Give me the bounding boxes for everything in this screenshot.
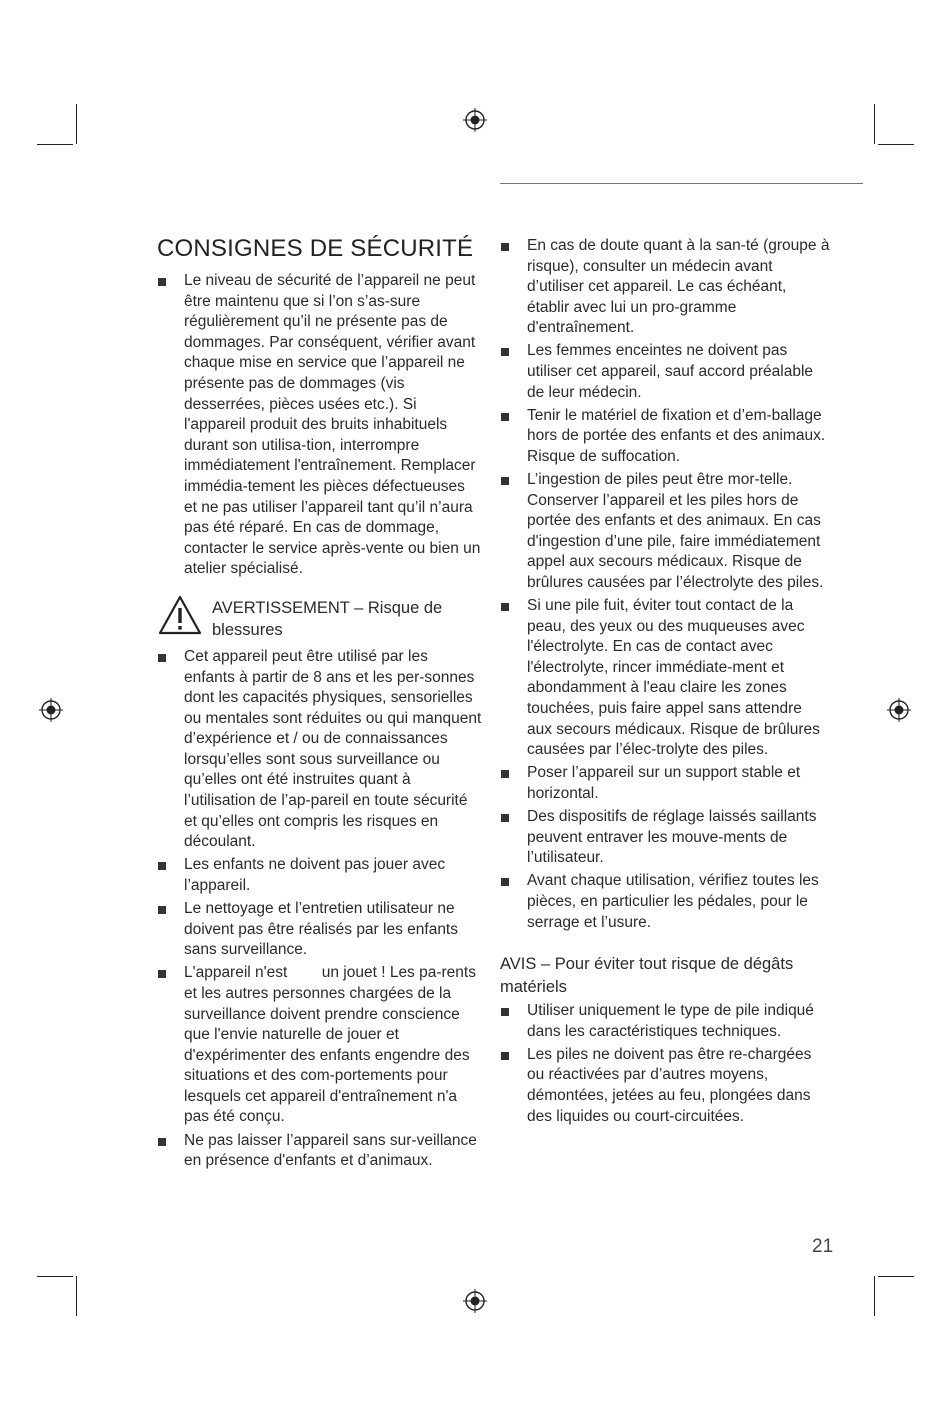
bullet-square-icon xyxy=(158,906,166,914)
bullet-square-icon xyxy=(158,278,166,286)
registration-mark-icon xyxy=(39,698,63,722)
notice-list xyxy=(500,1001,830,1127)
list-item: Utiliser uniquement le type de pile indiqué dans les caractéristiques techniques. xyxy=(500,1001,830,1042)
bullet-square-icon xyxy=(158,862,166,870)
crop-mark xyxy=(878,144,914,145)
registration-mark-icon xyxy=(463,108,487,132)
list-item: Ne pas laisser l’appareil sans sur-veillance en présence d'enfants et d’animaux. xyxy=(157,1131,482,1172)
list-item: Le niveau de sécurité de l’appareil ne peut être maintenu que si l’on s’as-sure régulièrement qu’il ne présente pas de dommages. Par conséquent, vérifier avant chaque mise en service que l’appareil ne présente pas de dommages (vis desserrées, pièces usées etc.). Si l'appareil produit des bruits inhabituels durant son utilisa-tion, interrompre immédiatement l'entraînement. Remplacer immédia-tement les pièces défectueuses et ne pas utiliser l’appareil tant qu’il n’aura pas été réparé. En cas de dommage, contacter le service après-vente ou bien un atelier spécialisé. xyxy=(157,271,482,580)
list-item: En cas de doute quant à la san-té (groupe à risque), consulter un médecin avant d’utiliser cet appareil. Le cas échéant, établir avec lui un pro-gramme d'entraînement. xyxy=(500,236,830,339)
list-item: Cet appareil peut être utilisé par les enfants à partir de 8 ans et les per-sonnes dont les capacités physiques, sensorielles ou mentales sont réduites ou qui manquent d’expérience et / ou de connaissances lorsqu’elles sont sous surveillance ou qu’elles ont été instruites quant à l’utilisation de l’ap-pareil en toute sécurité et qu’elles ont compris les risques en découlant. xyxy=(157,647,482,853)
registration-mark-icon xyxy=(887,698,911,722)
bullet-square-icon xyxy=(501,603,509,611)
list-item: Tenir le matériel de fixation et d’em-ballage hors de portée des enfants et des animaux. Risque de suffocation. xyxy=(500,406,830,468)
registration-mark-icon xyxy=(463,1289,487,1313)
warning-list xyxy=(157,647,482,1172)
list-item: Poser l’appareil sur un support stable et horizontal. xyxy=(500,763,830,804)
crop-mark xyxy=(878,1276,914,1277)
list-item: Si une pile fuit, éviter tout contact de la peau, des yeux ou des muqueuses avec l'électrolyte. En cas de contact avec l'électrolyte, rincer immédiate-ment et abondamment à l'eau claire les zones touchées, puis faire appel sans attendre aux secours médicaux. Risque de brûlures causées par l’élec-trolyte des piles. xyxy=(500,596,830,761)
safety-list xyxy=(157,271,482,580)
crop-mark xyxy=(76,1276,77,1316)
warning-triangle-icon xyxy=(157,594,203,636)
bullet-square-icon xyxy=(501,413,509,421)
crop-mark xyxy=(76,104,77,144)
list-item: Avant chaque utilisation, vérifiez toutes les pièces, en particulier les pédales, pour le serrage et l’usure. xyxy=(500,871,830,933)
crop-mark xyxy=(37,1276,73,1277)
crop-mark xyxy=(37,144,73,145)
bullet-square-icon xyxy=(501,348,509,356)
bullet-square-icon xyxy=(501,770,509,778)
bullet-square-icon xyxy=(501,878,509,886)
list-item: Les piles ne doivent pas être re-chargées ou réactivées par d’autres moyens, démontées, jetées au feu, plongées dans des liquides ou court-circuitées. xyxy=(500,1045,830,1127)
list-item: Les femmes enceintes ne doivent pas utiliser cet appareil, sauf accord préalable de leur médecin. xyxy=(500,341,830,403)
page-title: CONSIGNES DE SÉCURITÉ xyxy=(157,235,474,262)
bullet-square-icon xyxy=(501,814,509,822)
header-rule xyxy=(500,183,863,184)
notice-title: AVIS – Pour éviter tout risque de dégâts matériels xyxy=(500,955,794,997)
list-item: Les enfants ne doivent pas jouer avec l’appareil. xyxy=(157,855,482,896)
bullet-square-icon xyxy=(501,243,509,251)
page-number: 21 xyxy=(812,1236,834,1257)
list-item: L’ingestion de piles peut être mor-telle. Conserver l’appareil et les piles hors de portée des enfants et des animaux. En cas d'ingestion d’une pile, faire immédiatement appel aux secours médicaux. Risque de brûlures causées par l’électrolyte des piles. xyxy=(500,470,830,594)
bullet-square-icon xyxy=(158,654,166,662)
bullet-square-icon xyxy=(501,1052,509,1060)
crop-mark xyxy=(874,1276,875,1316)
bullet-square-icon xyxy=(501,1008,509,1016)
bullet-square-icon xyxy=(158,970,166,978)
list-item: Des dispositifs de réglage laissés saillants peuvent entraver les mouve-ments de l’utilisateur. xyxy=(500,807,830,869)
bullet-square-icon xyxy=(158,1138,166,1146)
bullet-square-icon xyxy=(501,477,509,485)
right-column xyxy=(500,236,830,1130)
warning-title: AVERTISSEMENT – Risque de blessures xyxy=(212,598,443,639)
crop-mark xyxy=(874,104,875,144)
list-item: L'appareil n'est un jouet ! Les pa-rents et les autres personnes chargées de la surveillance doivent prendre conscience que l'envie naturelle de jouer et d'expérimenter des enfants engendre des situations et des com-portements pour lesquels cet appareil d'entraînement n'a pas été conçu. xyxy=(157,963,482,1128)
list-item: Le nettoyage et l’entretien utilisateur ne doivent pas être réalisés par les enfants sans surveillance. xyxy=(157,899,482,961)
left-column xyxy=(157,232,482,1174)
safety-list-continued xyxy=(500,236,830,933)
warning-heading xyxy=(157,594,482,641)
